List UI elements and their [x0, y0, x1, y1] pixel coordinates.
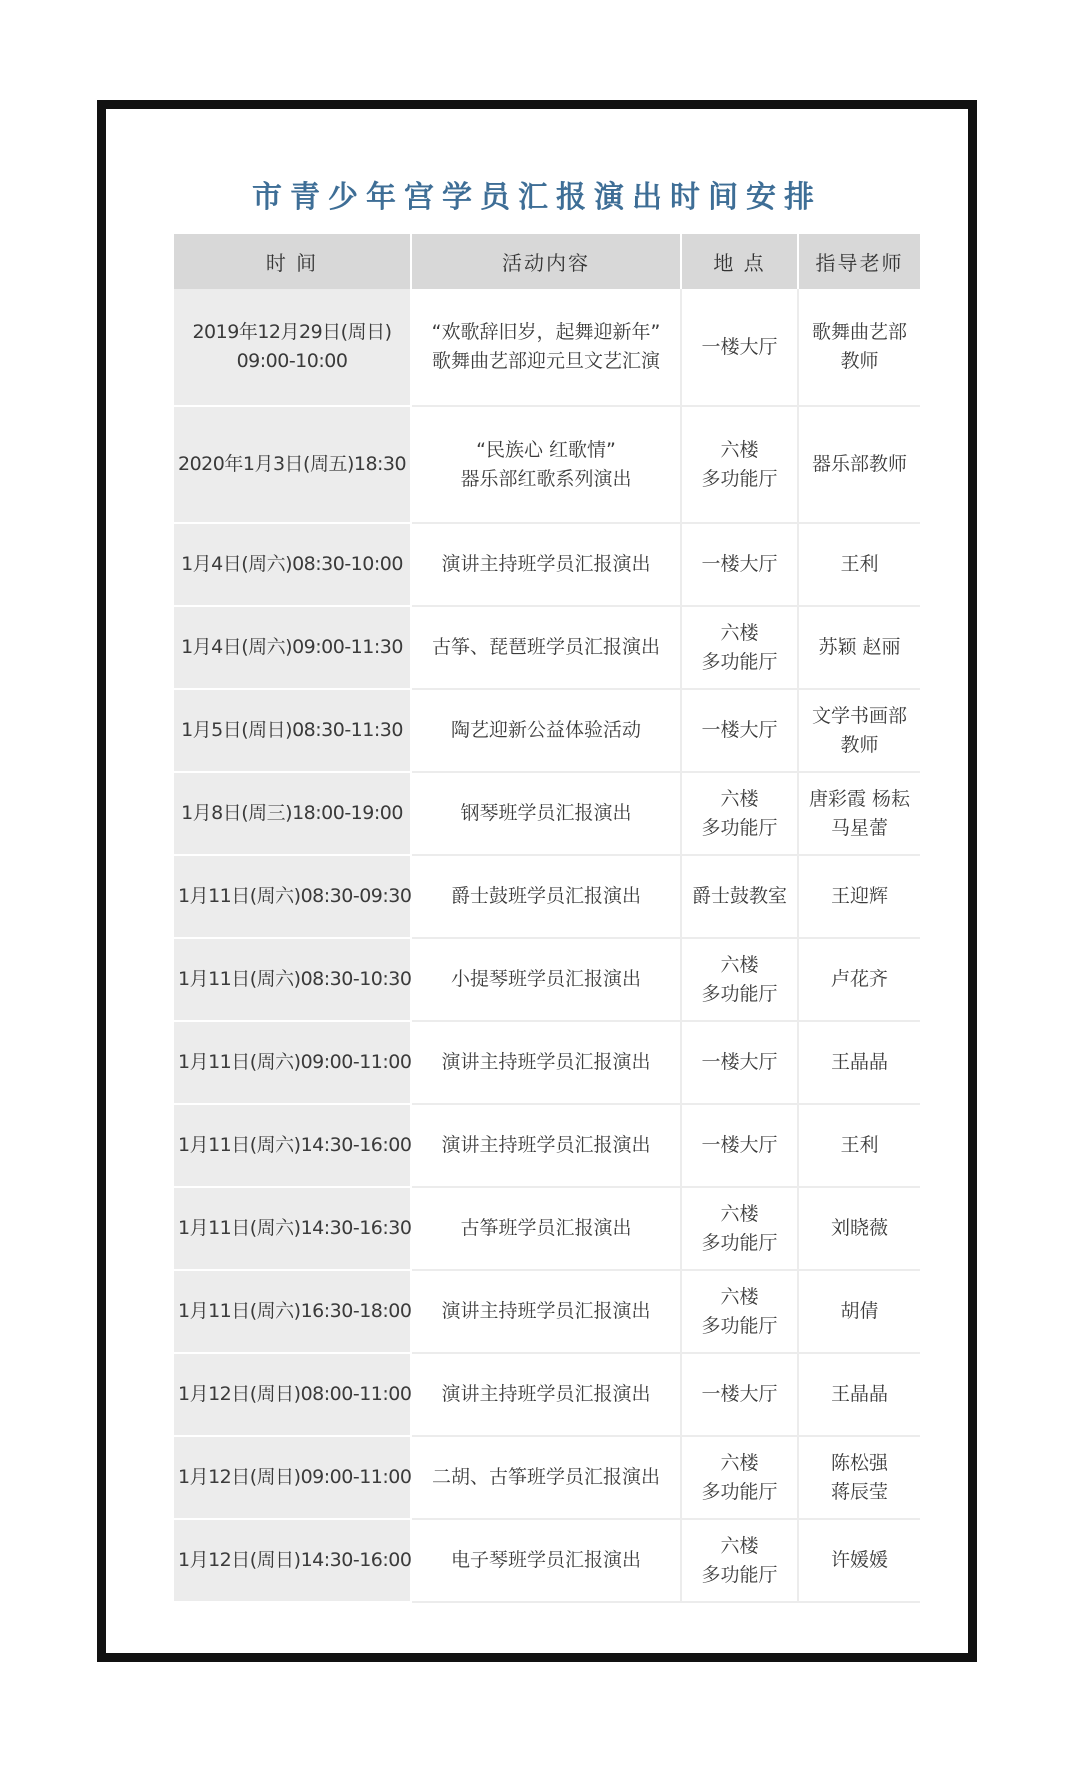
header-place: 地 点: [681, 234, 798, 289]
cell-place: [681, 606, 798, 689]
cell-teacher: [798, 606, 920, 689]
cell-teacher: [798, 289, 920, 406]
cell-time: [174, 772, 411, 855]
cell-time: [174, 1519, 411, 1602]
cell-content-line: 演讲主持班学员汇报演出: [441, 553, 651, 575]
cell-time: [174, 1270, 411, 1353]
table-row: [174, 855, 920, 938]
cell-content: [411, 1519, 681, 1602]
cell-teacher-line: 刘晓薇: [830, 1217, 888, 1239]
cell-content-line: 小提琴班学员汇报演出: [450, 968, 641, 990]
cell-content-line: 陶艺迎新公益体验活动: [450, 719, 641, 741]
cell-place-line: 一楼大厅: [701, 335, 778, 358]
cell-content: [411, 523, 681, 606]
cell-time: [174, 855, 411, 938]
cell-place: [681, 1187, 798, 1270]
cell-teacher-line: 王晶晶: [830, 1383, 888, 1405]
cell-place-line: 多功能厅: [701, 1563, 778, 1586]
cell-time-line: 1月12日(周日)14:30-16:00: [178, 1549, 412, 1571]
cell-teacher: [798, 406, 920, 523]
cell-place-line: 多功能厅: [701, 982, 778, 1005]
cell-teacher-line: 教师: [840, 350, 879, 372]
table-row: [174, 606, 920, 689]
schedule-table: [174, 234, 920, 1603]
table-header-row: [174, 234, 920, 289]
cell-content-line: 古筝班学员汇报演出: [460, 1217, 632, 1239]
cell-time-line: 09:00-10:00: [236, 350, 348, 372]
cell-time-line: 1月11日(周六)09:00-11:00: [178, 1051, 412, 1073]
cell-place: [681, 1519, 798, 1602]
cell-content: [411, 772, 681, 855]
cell-place: [681, 1104, 798, 1187]
cell-teacher-line: 王利: [840, 1134, 879, 1156]
cell-place-line: 六楼: [720, 621, 759, 644]
cell-place: [681, 406, 798, 523]
cell-teacher: [798, 1353, 920, 1436]
cell-content-line: 器乐部红歌系列演出: [460, 467, 632, 490]
cell-place-line: 六楼: [720, 1285, 759, 1308]
cell-teacher: [798, 938, 920, 1021]
cell-place-line: 多功能厅: [701, 1314, 778, 1337]
cell-content-line: 演讲主持班学员汇报演出: [441, 1300, 651, 1322]
cell-teacher: [798, 1104, 920, 1187]
cell-time: [174, 1021, 411, 1104]
cell-teacher: [798, 523, 920, 606]
cell-content-line: 演讲主持班学员汇报演出: [441, 1051, 651, 1073]
cell-place-line: 多功能厅: [701, 467, 778, 490]
cell-time-line: 1月12日(周日)08:00-11:00: [178, 1383, 412, 1405]
cell-content-line: “民族心 红歌情”: [476, 438, 616, 461]
table-row: [174, 1353, 920, 1436]
cell-time-line: 1月4日(周六)08:30-10:00: [181, 553, 403, 575]
cell-teacher: [798, 1519, 920, 1602]
cell-teacher-line: 王迎辉: [830, 885, 888, 907]
table-row: [174, 1270, 920, 1353]
cell-content: [411, 1270, 681, 1353]
cell-place-line: 一楼大厅: [701, 1051, 778, 1073]
cell-teacher: [798, 772, 920, 855]
schedule-body: [174, 289, 920, 1602]
cell-teacher-line: 王晶晶: [830, 1051, 888, 1073]
cell-teacher-line: 蒋辰莹: [830, 1480, 888, 1503]
cell-time: [174, 938, 411, 1021]
cell-time: [174, 606, 411, 689]
header-time: 时 间: [174, 234, 411, 289]
cell-teacher-line: 唐彩霞 杨耘: [808, 787, 911, 810]
poster-frame: [97, 100, 977, 1662]
cell-time: [174, 1436, 411, 1519]
table-row: [174, 406, 920, 523]
cell-content: [411, 406, 681, 523]
cell-content: [411, 938, 681, 1021]
cell-teacher: [798, 855, 920, 938]
cell-teacher-line: 胡倩: [840, 1300, 879, 1322]
cell-content: [411, 855, 681, 938]
cell-place-line: 一楼大厅: [701, 1134, 778, 1156]
cell-place-line: 一楼大厅: [701, 553, 778, 575]
cell-content: [411, 689, 681, 772]
cell-time: [174, 1104, 411, 1187]
cell-time-line: 1月11日(周六)08:30-09:30: [178, 885, 412, 907]
cell-time-line: 1月8日(周三)18:00-19:00: [181, 802, 403, 824]
table-row: [174, 1436, 920, 1519]
cell-content-line: “欢歌辞旧岁，起舞迎新年”: [431, 321, 661, 343]
cell-place-line: 六楼: [720, 1451, 759, 1474]
cell-place: [681, 1353, 798, 1436]
cell-teacher: [798, 689, 920, 772]
cell-place-line: 一楼大厅: [701, 719, 778, 741]
cell-time-line: 2020年1月3日(周五)18:30: [178, 453, 407, 475]
cell-content-line: 电子琴班学员汇报演出: [450, 1549, 641, 1571]
cell-time-line: 2019年12月29日(周日): [192, 321, 392, 343]
cell-teacher-line: 许媛媛: [830, 1549, 888, 1571]
table-row: [174, 1021, 920, 1104]
cell-content: [411, 1436, 681, 1519]
table-row: [174, 689, 920, 772]
cell-place: [681, 772, 798, 855]
cell-content: [411, 1353, 681, 1436]
cell-place-line: 一楼大厅: [701, 1383, 778, 1405]
cell-teacher-line: 文学书画部: [811, 704, 907, 727]
cell-time-line: 1月5日(周日)08:30-11:30: [181, 719, 403, 741]
cell-place-line: 多功能厅: [701, 650, 778, 673]
cell-place-line: 多功能厅: [701, 816, 778, 839]
cell-content-line: 古筝、琵琶班学员汇报演出: [431, 636, 660, 658]
cell-teacher-line: 器乐部教师: [811, 453, 907, 475]
cell-teacher: [798, 1270, 920, 1353]
cell-place-line: 六楼: [720, 787, 759, 810]
cell-place: [681, 523, 798, 606]
cell-place-line: 六楼: [720, 1202, 759, 1225]
header-teacher: 指导老师: [798, 234, 920, 289]
table-row: [174, 938, 920, 1021]
cell-time-line: 1月12日(周日)09:00-11:00: [178, 1466, 412, 1488]
cell-place-line: 爵士鼓教室: [691, 885, 787, 907]
table-row: [174, 1104, 920, 1187]
cell-place-line: 六楼: [720, 1534, 759, 1557]
table-row: [174, 523, 920, 606]
cell-teacher-line: 歌舞曲艺部: [811, 321, 907, 343]
cell-time-line: 1月4日(周六)09:00-11:30: [181, 636, 403, 658]
cell-place: [681, 855, 798, 938]
cell-teacher: [798, 1021, 920, 1104]
table-row: [174, 772, 920, 855]
table-row: [174, 1187, 920, 1270]
cell-time: [174, 289, 411, 406]
cell-place: [681, 1270, 798, 1353]
cell-time: [174, 1353, 411, 1436]
page-title: 市青少年宫学员汇报演出时间安排: [252, 180, 822, 215]
cell-content: [411, 289, 681, 406]
cell-teacher-line: 教师: [840, 733, 879, 756]
cell-place-line: 六楼: [720, 438, 759, 461]
cell-time-line: 1月11日(周六)14:30-16:00: [178, 1134, 412, 1156]
cell-teacher-line: 卢花齐: [830, 968, 888, 990]
cell-content-line: 二胡、古筝班学员汇报演出: [431, 1466, 660, 1488]
cell-teacher-line: 王利: [840, 553, 879, 575]
cell-time: [174, 406, 411, 523]
cell-teacher-line: 苏颖 赵丽: [818, 636, 901, 658]
cell-place: [681, 1021, 798, 1104]
cell-time: [174, 689, 411, 772]
table-row: [174, 1519, 920, 1602]
cell-time: [174, 1187, 411, 1270]
cell-time-line: 1月11日(周六)16:30-18:00: [178, 1300, 412, 1322]
cell-teacher: [798, 1436, 920, 1519]
cell-place-line: 多功能厅: [701, 1231, 778, 1254]
cell-content-line: 演讲主持班学员汇报演出: [441, 1383, 651, 1405]
cell-time-line: 1月11日(周六)14:30-16:30: [178, 1217, 412, 1239]
header-content: 活动内容: [411, 234, 681, 289]
table-row: [174, 289, 920, 406]
cell-content-line: 爵士鼓班学员汇报演出: [450, 885, 641, 907]
cell-time-line: 1月11日(周六)08:30-10:30: [178, 968, 412, 990]
cell-content-line: 钢琴班学员汇报演出: [460, 802, 632, 824]
cell-place: [681, 289, 798, 406]
cell-content-line: 歌舞曲艺部迎元旦文艺汇演: [431, 350, 660, 372]
cell-place-line: 多功能厅: [701, 1480, 778, 1503]
cell-place: [681, 1436, 798, 1519]
cell-content: [411, 1021, 681, 1104]
cell-place-line: 六楼: [720, 953, 759, 976]
cell-teacher-line: 陈松强: [830, 1451, 888, 1474]
cell-teacher: [798, 1187, 920, 1270]
cell-time: [174, 523, 411, 606]
cell-place: [681, 689, 798, 772]
cell-content: [411, 606, 681, 689]
cell-content: [411, 1187, 681, 1270]
cell-place: [681, 938, 798, 1021]
cell-content: [411, 1104, 681, 1187]
cell-content-line: 演讲主持班学员汇报演出: [441, 1134, 651, 1156]
cell-teacher-line: 马星蕾: [830, 816, 888, 839]
